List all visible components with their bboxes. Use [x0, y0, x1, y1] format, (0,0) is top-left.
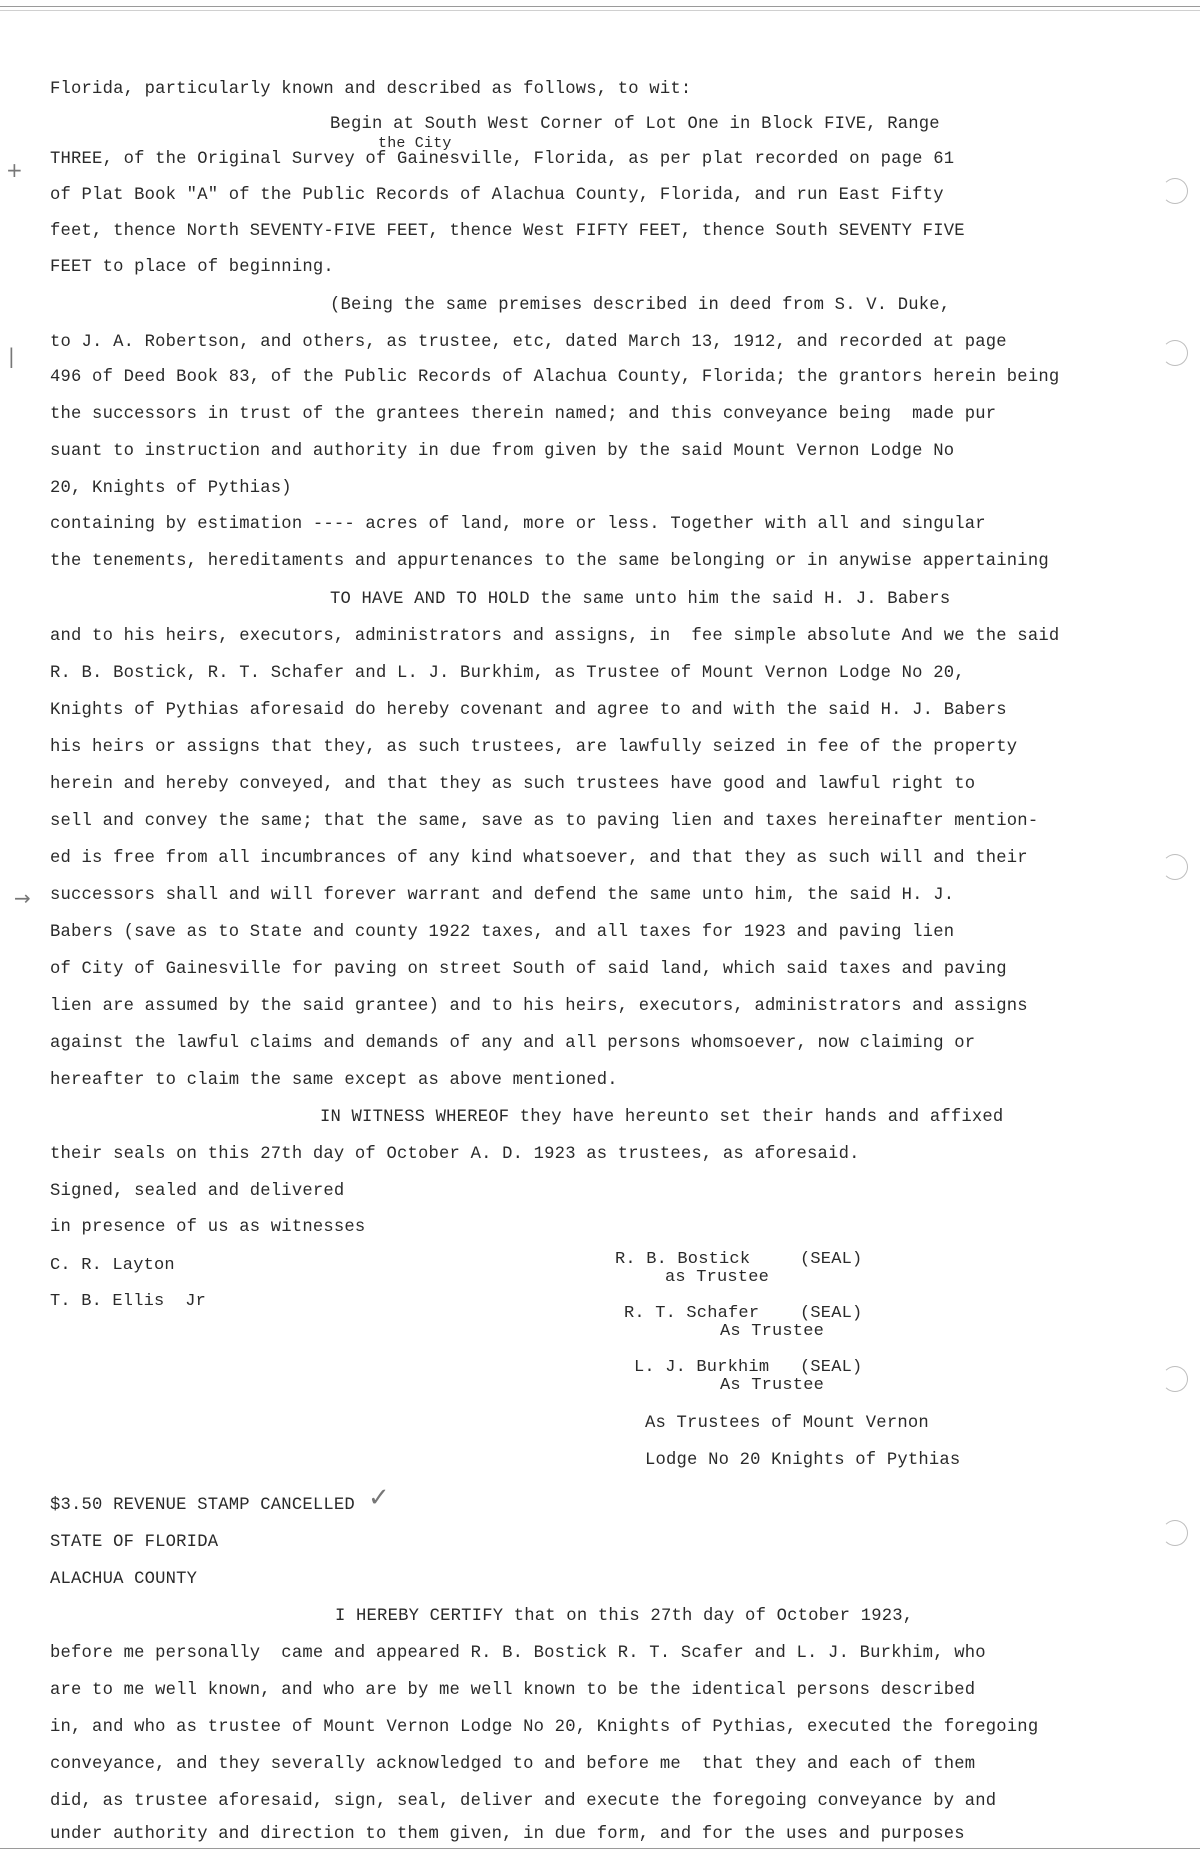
deed-line: Florida, particularly known and described as follows, to wit: — [50, 80, 692, 99]
certification-line: did, as trustee aforesaid, sign, seal, deliver and execute the foregoing conveyance by and — [50, 1792, 997, 1811]
deed-line: against the lawful claims and demands of any and all persons whomsoever, now claiming or — [50, 1034, 976, 1053]
signatory-name: L. J. Burkhim — [634, 1358, 770, 1377]
deed-line: TO HAVE AND TO HOLD the same unto him the said H. J. Babers — [330, 590, 951, 609]
deed-line: of Plat Book "A" of the Public Records of Alachua County, Florida, and run East Fifty — [50, 186, 944, 205]
punch-hole — [1162, 1366, 1188, 1392]
seal-label: (SEAL) — [800, 1250, 863, 1269]
deed-line: to J. A. Robertson, and others, as trustee, etc, dated March 13, 1912, and recorded at page — [50, 333, 1007, 352]
deed-line: R. B. Bostick, R. T. Schafer and L. J. Burkhim, as Trustee of Mount Vernon Lodge No 20, — [50, 664, 965, 683]
signatory-role: As Trustee — [720, 1376, 825, 1395]
margin-cross-mark: + — [6, 158, 23, 182]
seal-label: (SEAL) — [800, 1358, 863, 1377]
certification-line: before me personally came and appeared R. B. Bostick R. T. Scafer and L. J. Burkhim, who — [50, 1644, 986, 1663]
deed-line: Babers (save as to State and county 1922 taxes, and all taxes for 1923 and paving lien — [50, 923, 955, 942]
deed-line: containing by estimation ---- acres of land, more or less. Together with all and singular — [50, 515, 986, 534]
deed-line: successors shall and will forever warrant and defend the same unto him, the said H. J. — [50, 886, 955, 905]
deed-line: 496 of Deed Book 83, of the Public Records of Alachua County, Florida; the grantors herein being — [50, 368, 1060, 387]
signatory-name: R. B. Bostick — [615, 1250, 751, 1269]
certification-line: are to me well known, and who are by me well known to be the identical persons described — [50, 1681, 976, 1700]
seal-label: (SEAL) — [800, 1304, 863, 1323]
certification-line: conveyance, and they severally acknowledged to and before me that they and each of them — [50, 1755, 976, 1774]
witness-name: C. R. Layton — [50, 1256, 175, 1275]
deed-line: (Being the same premises described in deed from S. V. Duke, — [330, 296, 951, 315]
signatory-role: As Trustee — [720, 1322, 825, 1341]
deed-line: and to his heirs, executors, administrators and assigns, in fee simple absolute And we the said — [50, 627, 1060, 646]
punch-hole — [1162, 340, 1188, 366]
signatory-role: as Trustee — [665, 1268, 770, 1287]
check-mark: ✓ — [368, 1483, 390, 1513]
deed-line: herein and hereby conveyed, and that they as such trustees have good and lawful right to — [50, 775, 976, 794]
deed-interlineation: the City — [378, 135, 452, 152]
punch-hole — [1162, 178, 1188, 204]
deed-line: FEET to place of beginning. — [50, 258, 334, 277]
deed-line: feet, thence North SEVENTY-FIVE FEET, thence West FIFTY FEET, thence South SEVENTY FIVE — [50, 222, 965, 241]
margin-arrow-mark: → — [14, 886, 31, 910]
deed-line: the tenements, hereditaments and appurtenances to the same belonging or in anywise appertaining — [50, 552, 1049, 571]
deed-line: IN WITNESS WHEREOF they have hereunto set their hands and affixed — [320, 1108, 1004, 1127]
revenue-stamp-note: $3.50 REVENUE STAMP CANCELLED — [50, 1496, 355, 1515]
venue-state: STATE OF FLORIDA — [50, 1533, 219, 1552]
deed-line: Begin at South West Corner of Lot One in Block FIVE, Range — [330, 115, 940, 134]
top-rule-secondary — [0, 10, 1200, 11]
signatory-name: R. T. Schafer — [624, 1304, 760, 1323]
deed-line: THREE, of the Original Survey of Gainesville, Florida, as per plat recorded on page 61 — [50, 150, 955, 169]
deed-line: Signed, sealed and delivered — [50, 1182, 345, 1201]
punch-hole — [1162, 1520, 1188, 1546]
certification-line: under authority and direction to them given, in due form, and for the uses and purposes — [50, 1825, 965, 1844]
deed-line: ed is free from all incumbrances of any kind whatsoever, and that they as such will and their — [50, 849, 1028, 868]
deed-line: lien are assumed by the said grantee) and to his heirs, executors, administrators and assigns — [50, 997, 1028, 1016]
deed-line: suant to instruction and authority in due from given by the said Mount Vernon Lodge No — [50, 442, 955, 461]
deed-line: their seals on this 27th day of October A. D. 1923 as trustees, as aforesaid. — [50, 1145, 860, 1164]
deed-line: the successors in trust of the grantees therein named; and this conveyance being made pur — [50, 405, 997, 424]
deed-line: 20, Knights of Pythias) — [50, 479, 292, 498]
trustee-caption: Lodge No 20 Knights of Pythias — [645, 1451, 961, 1470]
certification-line: in, and who as trustee of Mount Vernon Lodge No 20, Knights of Pythias, executed the foregoing — [50, 1718, 1039, 1737]
certification-line: I HEREBY CERTIFY that on this 27th day of October 1923, — [335, 1607, 914, 1626]
bottom-rule — [0, 1848, 1200, 1849]
deed-line: hereafter to claim the same except as above mentioned. — [50, 1071, 618, 1090]
deed-line: in presence of us as witnesses — [50, 1218, 366, 1237]
deed-line: his heirs or assigns that they, as such trustees, are lawfully seized in fee of the property — [50, 738, 1018, 757]
deed-line: sell and convey the same; that the same, save as to paving lien and taxes hereinafter mention- — [50, 812, 1039, 831]
witness-name: T. B. Ellis Jr — [50, 1292, 207, 1311]
top-rule — [0, 6, 1200, 7]
margin-tick-mark: | — [8, 344, 15, 368]
punch-hole — [1162, 854, 1188, 880]
trustee-caption: As Trustees of Mount Vernon — [645, 1414, 929, 1433]
deed-line: of City of Gainesville for paving on street South of said land, which said taxes and paving — [50, 960, 1007, 979]
venue-county: ALACHUA COUNTY — [50, 1570, 198, 1589]
deed-line: Knights of Pythias aforesaid do hereby covenant and agree to and with the said H. J. Babers — [50, 701, 1007, 720]
